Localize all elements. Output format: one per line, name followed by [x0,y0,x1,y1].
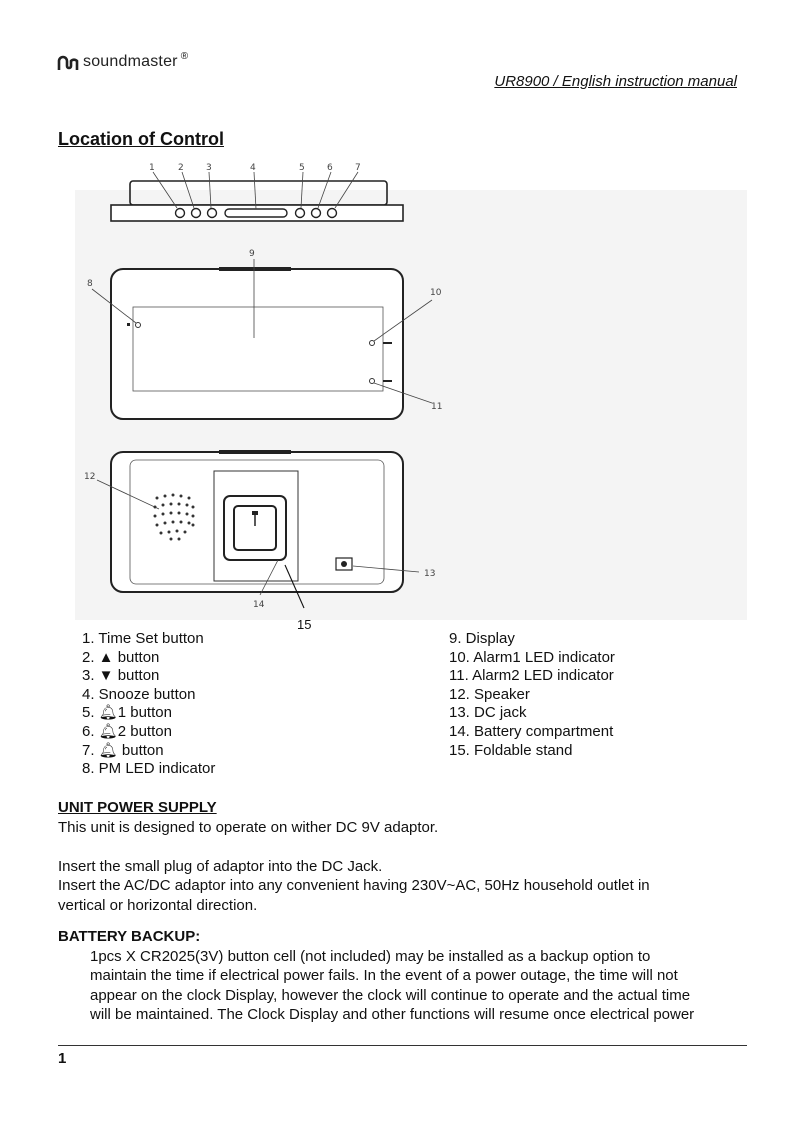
legend-item: 13. DC jack [449,704,527,722]
battery-backup-line: maintain the time if electrical power fails. In the event of a power outage, the time will not [90,967,678,984]
legend-left-column [82,630,215,779]
legend-item: 12. Speaker [449,685,530,703]
callout-5: 5 [299,163,305,173]
callout-15: 15 [297,617,312,632]
legend-item: 3. ▼ button [82,667,160,685]
legend-item: 6. 🔔︎2 button [82,722,172,740]
callout-4: 4 [250,163,256,173]
battery-backup-line: 1pcs X CR2025(3V) button cell (not included) may be installed as a backup option to [90,947,651,965]
battery-backup-line: will be maintained. The Clock Display and other functions will resume once electrical power [90,1006,695,1023]
brand-name: soundmaster [83,53,178,70]
callout-12: 12 [84,472,96,482]
callout-9: 9 [249,249,255,259]
battery-backup-text [58,947,750,1025]
back-view [97,452,419,608]
soundmaster-logo-icon [57,52,79,72]
legend-item: 14. Battery compartment [449,722,614,740]
legend-right-column [449,630,615,760]
legend-item: 10. Alarm1 LED indicator [449,648,615,666]
battery-backup-line: appear on the clock Display, however the clock will continue to operate and the actual time [90,986,691,1004]
legend-item: 4. Snooze button [82,685,196,703]
callout-3: 3 [206,163,212,173]
callout-7: 7 [355,163,361,173]
callout-8: 8 [87,279,93,289]
legend-item: 7. 🔔︎ button [82,741,164,759]
legend-item: 9. Display [449,630,515,647]
product-diagram [75,155,747,635]
front-view [92,259,432,419]
power-supply-section [58,798,650,915]
page-number: 1 [58,1050,67,1067]
power-supply-text: This unit is designed to operate on wither DC 9V adaptor. [58,818,439,836]
callout-11: 11 [431,402,443,412]
callout-2: 2 [178,163,184,173]
callout-14: 14 [253,600,265,610]
power-supply-text: Insert the small plug of adaptor into the DC Jack. [58,857,383,875]
section-title: Location of Control [58,129,224,149]
power-supply-heading: UNIT POWER SUPPLY [58,799,217,816]
power-supply-text: vertical or horizontal direction. [58,896,258,914]
legend-item: 1. Time Set button [82,630,204,647]
callout-6: 6 [327,163,333,173]
legend-item: 8. PM LED indicator [82,760,216,778]
callout-1: 1 [149,163,155,173]
battery-backup-section [58,927,750,1025]
footer-divider [58,1045,747,1046]
battery-backup-heading: BATTERY BACKUP: [58,928,201,945]
brand-logo [57,52,188,72]
legend-item: 15. Foldable stand [449,741,573,759]
registered-mark: ® [180,50,189,62]
legend-item: 5. 🔔︎1 button [82,704,172,722]
legend-item: 2. ▲ button [82,648,160,666]
clock-diagram-svg [75,155,747,635]
legend-item: 11. Alarm2 LED indicator [449,667,614,685]
callout-10: 10 [430,288,442,298]
callout-13: 13 [424,569,436,579]
manual-reference: UR8900 / English instruction manual [494,73,737,90]
power-supply-text: Insert the AC/DC adaptor into any convenient having 230V~AC, 50Hz household outlet in [58,877,650,894]
